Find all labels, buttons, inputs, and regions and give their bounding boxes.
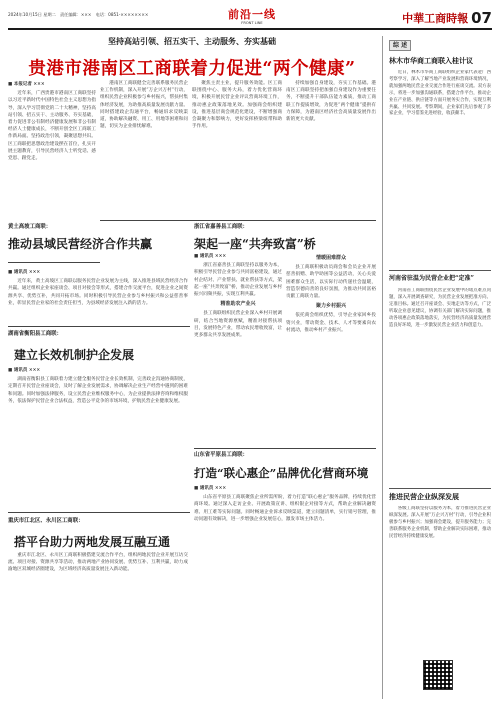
story-text	[286, 252, 376, 442]
story-text	[8, 552, 188, 698]
story-title: 建立长效机制护企发展	[14, 348, 135, 362]
qr-code-icon	[423, 660, 453, 690]
lead-text-3: 聚焦主责主业，提升服务效能。区工商联围绕中心、服务大局，着力优化营商环境，积极开展民营企业评议营商环境工作，推动惠企政策落地见效。加强商会组织建设，推进基层商会规范化建设，不断增强商会凝聚力和影响力，更好发挥桥梁纽带和助手作用。	[192, 81, 282, 130]
lead-column-3	[192, 80, 282, 218]
divider	[8, 262, 100, 263]
masthead	[8, 8, 492, 30]
story-title: 打造“联心惠企”品牌优化营商环境	[194, 466, 369, 480]
paper-nameplate	[402, 8, 492, 28]
lead-column-4	[286, 80, 376, 218]
lead-text-4: 持续加强自身建设，夯实工作基础。港南区工商联坚持把加强自身建设作为重要任务，不断提升干部队伍能力素质，推动工商联工作提质增效，为促进“两个健康”提供有力保障，为港南区经济社会高质量发展作出新的更大贡献。	[286, 81, 376, 123]
sidebar-body: 各级工商联坚持以服务为本，着力推进民营企业纵深发展。深入开展“万企兴万村”行动，引导企业积极参与乡村振兴；加强商会建设，提升服务能力；完善联系服务企业机制，帮助企业解决实际困难，推动民营经济持续健康发展。	[389, 506, 491, 539]
sidebar-text	[389, 70, 491, 266]
story-body: 县工商联组织民营企业深入乡村开展调研，结合当地资源禀赋，精准对接帮扶项目，发展特色产业，带动农民增收致富，让更多群众共享发展成果。	[194, 311, 282, 339]
lead-title: 贵港市港南区工商联着力促进“两个健康”	[28, 59, 356, 79]
section-title-en: FRONT LINE	[241, 21, 263, 25]
story-byline: ■ 通讯员 ×××	[194, 486, 227, 491]
lead-text-2: 港南区工商联健全完善联系服务民营企业工作机制，深入开展“万企兴万村”行动，组织民营企业积极参与乡村振兴，帮扶村集体经济发展，为助推高质量发展贡献力量。同时搭建政企沟通平台，畅通诉求反映渠道，协助解决融资、用工、用地等困难和问题，切实为企业排忧解难。	[100, 81, 188, 130]
story-body: 依托商会组织优势，引导企业家回乡投资兴业，带动资金、技术、人才等要素向农村流动，推动乡村产业振兴。	[286, 313, 376, 333]
sidebar-text	[389, 288, 491, 484]
story-kicker: 黄土高坡工商联：	[8, 224, 52, 230]
lead-byline: ■ 本报记者 ×××	[8, 82, 45, 87]
story-kicker: 山东省平原县工商联：	[194, 452, 248, 458]
story-body: 近年来，黄土高坡区工商联以服务民营企业发展为主线，深入推进县域民营经济合作共赢。通过组织企业家座谈会、项目对接会等形式，搭建合作交流平台，促进企业之间资源共享、优势互补，共同开拓市场。同时积极引导民营企业参与乡村振兴和公益慈善事业，彰显民营企业家的社会责任担当，为县域经济发展注入新的活力。	[8, 279, 188, 306]
page-number: 07	[471, 9, 492, 27]
sidebar-text	[389, 506, 491, 656]
story-text	[8, 268, 188, 320]
divider	[194, 448, 376, 449]
story-body: 县工商联积极动员商会和会员企业开展慈善捐赠、助学助困等公益活动，关心关爱困难群众生活，以实际行动传递社会温暖，营造崇德向善的良好氛围，为推动共同富裕贡献工商联力量。	[286, 265, 376, 300]
story-body: 重庆市江北区、永川区工商联积极搭建交流合作平台，组织两地民营企业开展互访交流、项目对接、资源共享等活动，推动两地产业协同发展、优势互补、互利共赢，助力成渝地区双城经济圈建设，为区域经济高质量发展注入新动能。	[8, 553, 188, 573]
sidebar-body: 近日，林木市华商工商联组织企业家代表赴广西考察学习，深入了解当地产业发展和营商环境情况，就加强两地民营企业交流合作进行座谈交流。双方表示，将进一步加强沟通联系，搭建合作平台，推动企业在产业链、供应链等方面开展务实合作，实现互利共赢、共同发展。考察期间，企业家们先后参观了多家企业，学习借鉴先进经验，收获颇丰。	[389, 70, 491, 117]
story-body: 山东省平原县工商联聚焦企业所需所盼，着力打造“联心惠企”服务品牌，持续优化营商环境。通过深入走访企业、开展政策宣讲、组织银企对接等方式，帮助企业解决融资难、用工难等实际问题。同时畅通企业诉求反映渠道，建立问题清单，实行销号管理，推动问题有效解决，进一步增强企业发展信心，激发市场主体活力。	[194, 495, 376, 522]
story-text	[194, 252, 282, 442]
story-byline: ■ 通讯员 ×××	[8, 368, 41, 373]
story-kicker: 湖南省衡阳县工商联：	[8, 331, 62, 337]
paper-name: 中華工商時報	[402, 12, 469, 25]
lead-subtitle: 坚持高站引领、招五实干、主动服务、夯实基础	[108, 36, 276, 46]
divider	[389, 270, 491, 271]
story-subhead: 情暖困难群众	[315, 255, 346, 261]
section-title: 前沿一线	[228, 8, 276, 21]
date-line: 2024年10月15日 星期二 责任编辑：××× 电话：0851-××××××××	[8, 12, 149, 17]
story-kicker: 浙江省嘉善县工商联：	[194, 224, 248, 230]
section-label	[222, 9, 282, 25]
sidebar-headline: 林木市华商工商联入桂计议	[389, 56, 473, 65]
divider	[389, 488, 491, 489]
story-byline: ■ 通讯员 ×××	[194, 254, 227, 259]
sidebar-headline: 河南省驻温为民营企业把“定准”	[389, 275, 474, 282]
divider	[8, 512, 190, 513]
story-subhead: 聚力乡村振兴	[315, 303, 346, 310]
story-title: 推动县域民营经济合作共赢	[8, 237, 153, 251]
story-title: 搭平台助力两地发展互融互通	[14, 535, 171, 549]
story-title: 架起一座“共奔致富”桥	[194, 237, 316, 251]
lead-column-2	[100, 80, 188, 218]
story-byline: ■ 通讯员 ×××	[8, 270, 41, 275]
sidebar	[382, 36, 493, 699]
story-kicker: 重庆市江北区、永川区工商联：	[8, 518, 84, 524]
story-body: 浙江省嘉善县工商联坚持以服务为本，积极引导民营企业参与共同富裕建设，通过村企结对、产业帮扶、就业帮扶等方式，架起一座“共奔致富”桥，推动企业发展与乡村振兴同频共振，实现互利共赢。	[194, 263, 282, 298]
lead-column-1	[8, 80, 96, 260]
sidebar-headline: 推进民营企业纵深发展	[389, 492, 459, 501]
story-subhead: 精准助农产业兴	[220, 301, 256, 308]
story-body: 湖南省衡阳县工商联着力建立健全服务民营企业长效机制，完善政企沟通协商制度，定期召开民营企业座谈会，及时了解企业发展需求，协调解决企业生产经营中遇到的困难和问题。同时加强法律服务，设立民营企业维权服务中心，为企业提供法律咨询和维权服务，依法保护民营企业合法权益，营造公平竞争的市场环境，护航民营企业健康发展。	[8, 377, 188, 404]
story-text	[8, 366, 188, 506]
divider	[100, 220, 376, 221]
sidebar-tab: 综 述	[389, 40, 411, 51]
sidebar-body: 河南省工商联围绕民营企业发展中的堵点难点问题，深入开展调查研究，为民营企业发展把准方向、定准目标。通过召开座谈会、实地走访等方式，广泛听取企业意见建议，协调有关部门解决实际问题，推动各项惠企政策落地落实，为民营经济高质量发展营造良好环境，进一步激发民营企业活力和创造力。	[389, 288, 491, 328]
divider	[8, 326, 190, 327]
lead-text-1: 近年来，广西贵港市港南区工商联坚持以习近平新时代中国特色社会主义思想为指导，深入学习贯彻党的二十大精神，坚持高站引领、招五实干、主动服务、夯实基础，着力促进非公有制经济健康发展和非公有制经济人士健康成长，不断开创全区工商联工作新局面。坚持政治引领，凝聚思想共识。区工商联把思想政治建设摆在首位，扎实开展主题教育，引导民营经济人士听党话、感党恩、跟党走。	[8, 91, 96, 162]
story-text	[194, 484, 376, 698]
